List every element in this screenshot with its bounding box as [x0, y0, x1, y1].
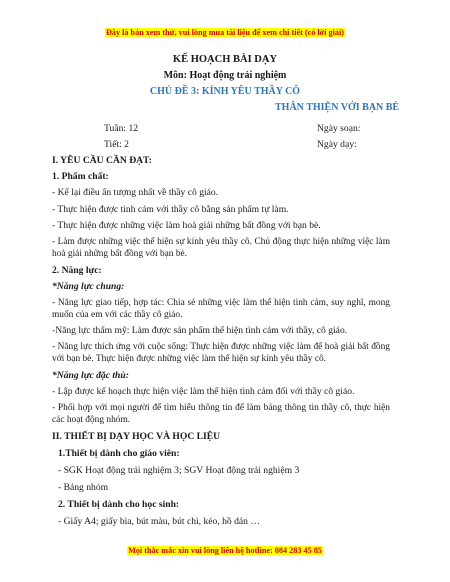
- quality-item-3: - Thực hiện được những việc làm hoà giải những bất đồng với bạn bè.: [52, 220, 321, 231]
- doc-topic-line2: THÂN THIỆN VỚI BẠN BÈ: [275, 102, 400, 113]
- student-equipment-item-1: - Giấy A4; giấy bìa, bút màu, bút chì, kéo, hồ dán …: [58, 516, 260, 527]
- teacher-equipment-item-1: - SGK Hoạt động trải nghiệm 3; SGV Hoạt động trải nghiệm 3: [58, 465, 300, 476]
- general-competence-label: *Năng lực chung:: [52, 281, 125, 292]
- student-equipment-heading: 2. Thiết bị dành cho học sinh:: [58, 499, 180, 510]
- preview-banner-text: Đây là bản xem thử, vui lòng mua tài liệu để xem chi tiết (có lời giải): [105, 28, 344, 37]
- prep-date-label: Ngày soạn:: [317, 123, 361, 134]
- teacher-equipment-heading: 1.Thiết bị dành cho giáo viên:: [58, 448, 180, 459]
- doc-title: KẾ HOẠCH BÀI DẠY: [172, 54, 278, 65]
- specific-competence-item-2: - Phối hợp với mọi người để tìm hiểu thông tin để làm bảng thông tin thầy cô, thực hiện các hoạt động nhóm.: [52, 403, 390, 426]
- quality-item-4: - Làm được những việc thể hiện sự kính yêu thầy cô. Chủ động thực hiện những việc làm hoà giải những bất đồng với bạn bè.: [52, 237, 390, 260]
- general-competence-item-3: - Năng lực thích ứng với cuộc sống: Thực hiện được những việc làm để hoà giải bất đồng với bạn bè. Thực hiện được những việc làm thể hiện sự kính yêu thầy cô.: [52, 342, 390, 365]
- specific-competence-label: *Năng lực đặc thù:: [52, 370, 129, 381]
- preview-banner: [0, 28, 450, 37]
- section2-heading: II. THIẾT BỊ DẠY HỌC VÀ HỌC LIỆU: [52, 431, 221, 442]
- teach-date-label: Ngày dạy:: [317, 139, 357, 150]
- qualities-heading: 1. Phẩm chất:: [52, 171, 109, 182]
- section1-heading: I. YÊU CẦU CẦN ĐẠT:: [52, 155, 152, 166]
- doc-topic-line1: CHỦ ĐỀ 3: KÍNH YÊU THẦY CÔ: [149, 86, 301, 97]
- general-competence-item-1: - Năng lực giao tiếp, hợp tác: Chia sẻ những việc làm thể hiện tình cảm, suy nghĩ, mong muốn của em với các thầy cô giáo.: [52, 298, 390, 321]
- quality-item-1: - Kể lại điều ấn tượng nhất về thầy cô giáo.: [52, 187, 219, 198]
- specific-competence-item-1: - Lập được kế hoạch thực hiện việc làm thể hiện tình cảm đối với thầy cô giáo.: [52, 386, 355, 397]
- week-label: Tuần: 12: [104, 123, 139, 134]
- lesson-label: Tiết: 2: [104, 139, 129, 150]
- teacher-equipment-item-2: - Bảng nhóm: [58, 482, 109, 493]
- doc-subject: Môn: Hoạt động trải nghiệm: [163, 70, 287, 81]
- competence-heading: 2. Năng lực:: [52, 265, 102, 276]
- hotline-banner-text: Mọi thắc mắc xin vui lòng liên hệ hotline: 084 283 45 85: [128, 546, 322, 555]
- quality-item-2: - Thực hiện được tình cảm với thầy cô bằng sản phẩm tự làm.: [52, 204, 289, 215]
- hotline-banner: [0, 546, 450, 555]
- general-competence-item-2: -Năng lực thẩm mỹ: Làm được sản phẩm thể hiện tình cảm với thầy, cô giáo.: [52, 325, 348, 336]
